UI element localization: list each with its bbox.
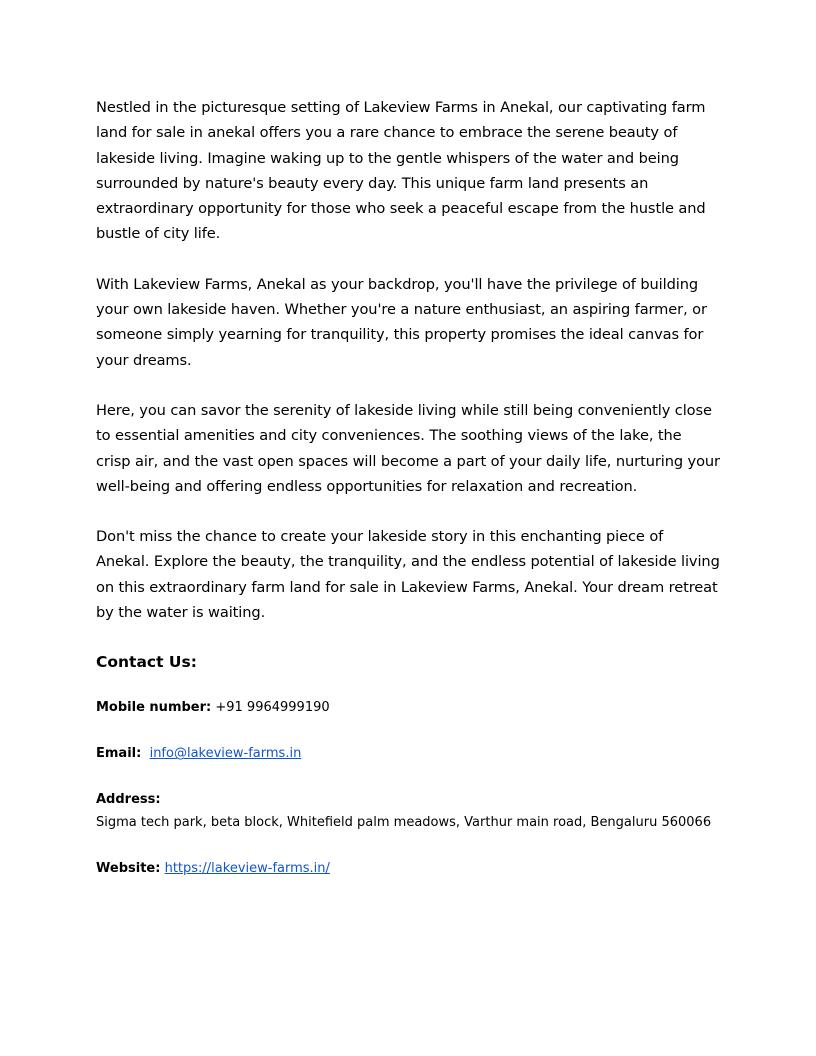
amenities-paragraph: Here, you can savor the serenity of lakeside living while still being conveniently close to essential amenities and city conveniences. The soothing views of the lake, the crisp air, and the vast open spaces will become a part of your daily life, nurturing your well-being and offering endless opportunities for relaxation and recreation. [96, 401, 720, 495]
website-line [96, 857, 720, 880]
address-block [96, 788, 720, 834]
mobile-line [96, 696, 720, 719]
email-line [96, 742, 720, 765]
backdrop-paragraph: With Lakeview Farms, Anekal as your backdrop, you'll have the privilege of building your own lakeside haven. Whether you're a nature enthusiast, an aspiring farmer, or someone simply yearning for tranquility, this property promises the ideal canvas for your dreams. [96, 275, 707, 369]
email-link[interactable]: info@lakeview-farms.in [149, 746, 302, 762]
intro-paragraph: Nestled in the picturesque setting of Lakeview Farms in Anekal, our captivating farm land for sale in anekal offers you a rare chance to embrace the serene beauty of lakeside living. Imagine waking up to the gentle whispers of the water and being surrounded by nature's beauty every day. This unique farm land presents an extraordinary opportunity for those who seek a peaceful escape from the hustle and bustle of city life. [96, 99, 706, 243]
mobile-value: +91 9964999190 [215, 700, 330, 716]
website-link[interactable]: https://lakeview-farms.in/ [164, 861, 330, 877]
email-label: Email: [96, 746, 142, 762]
website-label: Website: [96, 861, 161, 877]
mobile-label: Mobile number: [96, 700, 212, 716]
address-label: Address: [96, 792, 161, 808]
address-value: Sigma tech park, beta block, Whitefield palm meadows, Varthur main road, Bengaluru 560066 [96, 815, 712, 831]
contact-heading: Contact Us: [96, 653, 197, 672]
closing-paragraph: Don't miss the chance to create your lakeside story in this enchanting piece of Anekal. Explore the beauty, the tranquility, and the endless potential of lakeside living on this extraordinary farm land for sale in Lakeview Farms, Anekal. Your dream retreat by the water is waiting. [96, 528, 720, 622]
